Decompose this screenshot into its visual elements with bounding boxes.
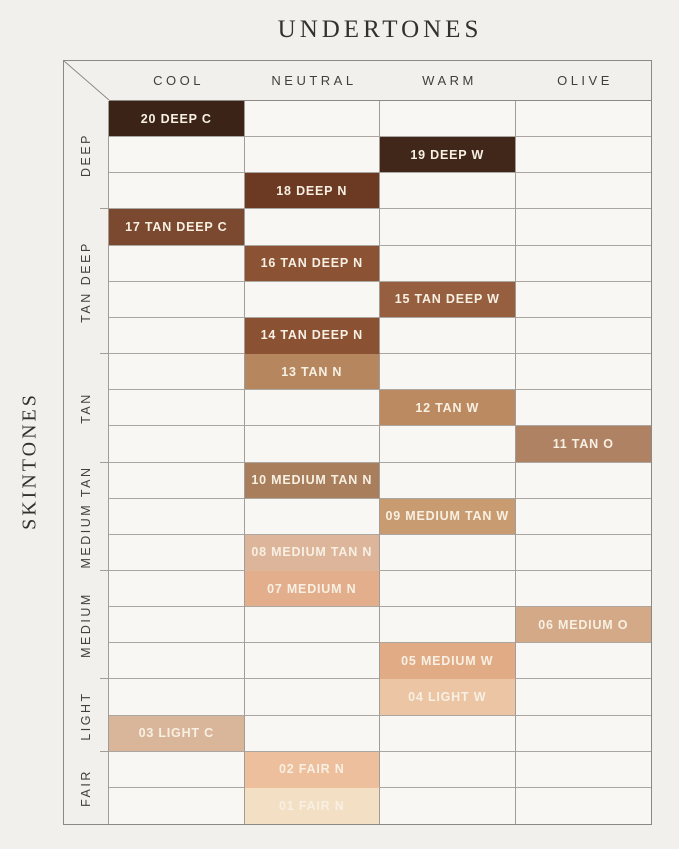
empty-cell: [109, 607, 245, 643]
shade-label: 07 MEDIUM N: [267, 581, 357, 596]
column-header-warm: WARM: [422, 73, 477, 88]
empty-cell: [109, 246, 245, 282]
shade-label: 13 TAN N: [281, 364, 343, 379]
empty-cell: [516, 137, 652, 173]
empty-cell: [109, 318, 245, 354]
shade-label: 20 DEEP C: [140, 111, 212, 126]
shade-swatch-12: [380, 390, 516, 426]
shade-swatch-13: [245, 354, 381, 390]
column-headers: [109, 61, 651, 101]
row-group-medium: [64, 571, 108, 679]
empty-cell: [380, 716, 516, 752]
shade-swatch-02: [245, 752, 381, 788]
shade-label: 18 DEEP N: [276, 183, 348, 198]
empty-cell: [516, 246, 652, 282]
row-group-label-text: LIGHT: [79, 690, 93, 741]
empty-cell: [380, 426, 516, 462]
empty-cell: [245, 209, 381, 245]
empty-cell: [516, 752, 652, 788]
shade-matrix: [63, 60, 652, 825]
empty-cell: [380, 354, 516, 390]
column-header-neutral: NEUTRAL: [271, 73, 357, 88]
empty-cell: [109, 571, 245, 607]
empty-cell: [109, 173, 245, 209]
empty-cell: [380, 463, 516, 499]
empty-cell: [380, 788, 516, 824]
shade-swatch-14: [245, 318, 381, 354]
shade-swatch-05: [380, 643, 516, 679]
empty-cell: [380, 246, 516, 282]
empty-cell: [109, 354, 245, 390]
empty-cell: [109, 535, 245, 571]
row-group-labels: [64, 101, 109, 824]
shade-swatch-03: [109, 716, 245, 752]
shade-label: 14 TAN DEEP N: [260, 328, 363, 343]
empty-cell: [380, 571, 516, 607]
row-group-light: [64, 679, 108, 751]
empty-cell: [516, 209, 652, 245]
empty-cell: [109, 426, 245, 462]
empty-cell: [245, 716, 381, 752]
shade-label: 16 TAN DEEP N: [260, 256, 363, 271]
empty-cell: [516, 173, 652, 209]
shade-swatch-07: [245, 571, 381, 607]
empty-cell: [516, 463, 652, 499]
shade-swatch-20: [109, 101, 245, 137]
y-axis-title: SKINTONES: [18, 392, 41, 530]
row-group-label-text: DEEP: [79, 133, 93, 178]
row-group-tan-deep: [64, 209, 108, 354]
empty-cell: [516, 788, 652, 824]
empty-cell: [109, 643, 245, 679]
corner-cell: [64, 61, 109, 100]
empty-cell: [516, 643, 652, 679]
shade-label: 17 TAN DEEP C: [125, 220, 228, 235]
shade-swatch-17: [109, 209, 245, 245]
row-group-label-text: MEDIUM: [79, 592, 93, 659]
column-header-cool: COOL: [153, 73, 204, 88]
empty-cell: [109, 282, 245, 318]
row-group-deep: [64, 101, 108, 209]
column-header-olive: OLIVE: [557, 73, 613, 88]
shade-swatch-18: [245, 173, 381, 209]
empty-cell: [516, 716, 652, 752]
shade-swatch-09: [380, 499, 516, 535]
empty-cell: [516, 571, 652, 607]
empty-cell: [245, 679, 381, 715]
empty-cell: [245, 499, 381, 535]
shade-swatch-04: [380, 679, 516, 715]
empty-cell: [245, 643, 381, 679]
empty-cell: [109, 390, 245, 426]
row-group-label-text: TAN: [79, 392, 93, 425]
empty-cell: [245, 607, 381, 643]
empty-cell: [516, 282, 652, 318]
shade-swatch-06: [516, 607, 652, 643]
empty-cell: [245, 101, 381, 137]
empty-cell: [380, 318, 516, 354]
shade-swatch-08: [245, 535, 381, 571]
empty-cell: [245, 426, 381, 462]
empty-cell: [516, 101, 652, 137]
empty-cell: [109, 788, 245, 824]
empty-cell: [109, 499, 245, 535]
empty-cell: [516, 354, 652, 390]
diagonal-line: [64, 61, 109, 100]
empty-cell: [109, 463, 245, 499]
grid-body: [109, 101, 651, 824]
empty-cell: [516, 390, 652, 426]
empty-cell: [516, 679, 652, 715]
empty-cell: [380, 173, 516, 209]
row-group-tan: [64, 354, 108, 462]
row-group-label-text: MEDIUM TAN: [79, 465, 93, 569]
shade-label: 06 MEDIUM O: [538, 617, 629, 632]
shade-swatch-01: [245, 788, 381, 824]
shade-label: 11 TAN O: [552, 436, 614, 451]
shade-label: 12 TAN W: [415, 400, 480, 415]
empty-cell: [380, 209, 516, 245]
shade-label: 10 MEDIUM TAN N: [251, 473, 373, 488]
shade-swatch-15: [380, 282, 516, 318]
shade-label: 05 MEDIUM W: [401, 653, 494, 668]
empty-cell: [109, 679, 245, 715]
shade-swatch-11: [516, 426, 652, 462]
empty-cell: [109, 137, 245, 173]
shade-label: 09 MEDIUM TAN W: [385, 509, 510, 524]
shade-label: 02 FAIR N: [278, 762, 345, 777]
shade-swatch-19: [380, 137, 516, 173]
empty-cell: [380, 535, 516, 571]
shade-label: 03 LIGHT C: [138, 726, 214, 741]
empty-cell: [380, 607, 516, 643]
shade-swatch-16: [245, 246, 381, 282]
shade-label: 08 MEDIUM TAN N: [251, 545, 373, 560]
empty-cell: [245, 390, 381, 426]
chart-title: UNDERTONES: [277, 16, 483, 43]
empty-cell: [380, 101, 516, 137]
shade-swatch-10: [245, 463, 381, 499]
empty-cell: [380, 752, 516, 788]
empty-cell: [516, 499, 652, 535]
shade-label: 15 TAN DEEP W: [394, 292, 500, 307]
empty-cell: [245, 282, 381, 318]
row-group-label-text: TAN DEEP: [79, 240, 93, 323]
shade-label: 01 FAIR N: [278, 798, 345, 813]
row-group-fair: [64, 752, 108, 824]
empty-cell: [109, 752, 245, 788]
row-group-label-text: FAIR: [79, 768, 93, 807]
row-group-medium-tan: [64, 463, 108, 571]
shade-label: 19 DEEP W: [410, 147, 485, 162]
shade-label: 04 LIGHT W: [408, 689, 487, 704]
empty-cell: [245, 137, 381, 173]
empty-cell: [516, 535, 652, 571]
empty-cell: [516, 318, 652, 354]
